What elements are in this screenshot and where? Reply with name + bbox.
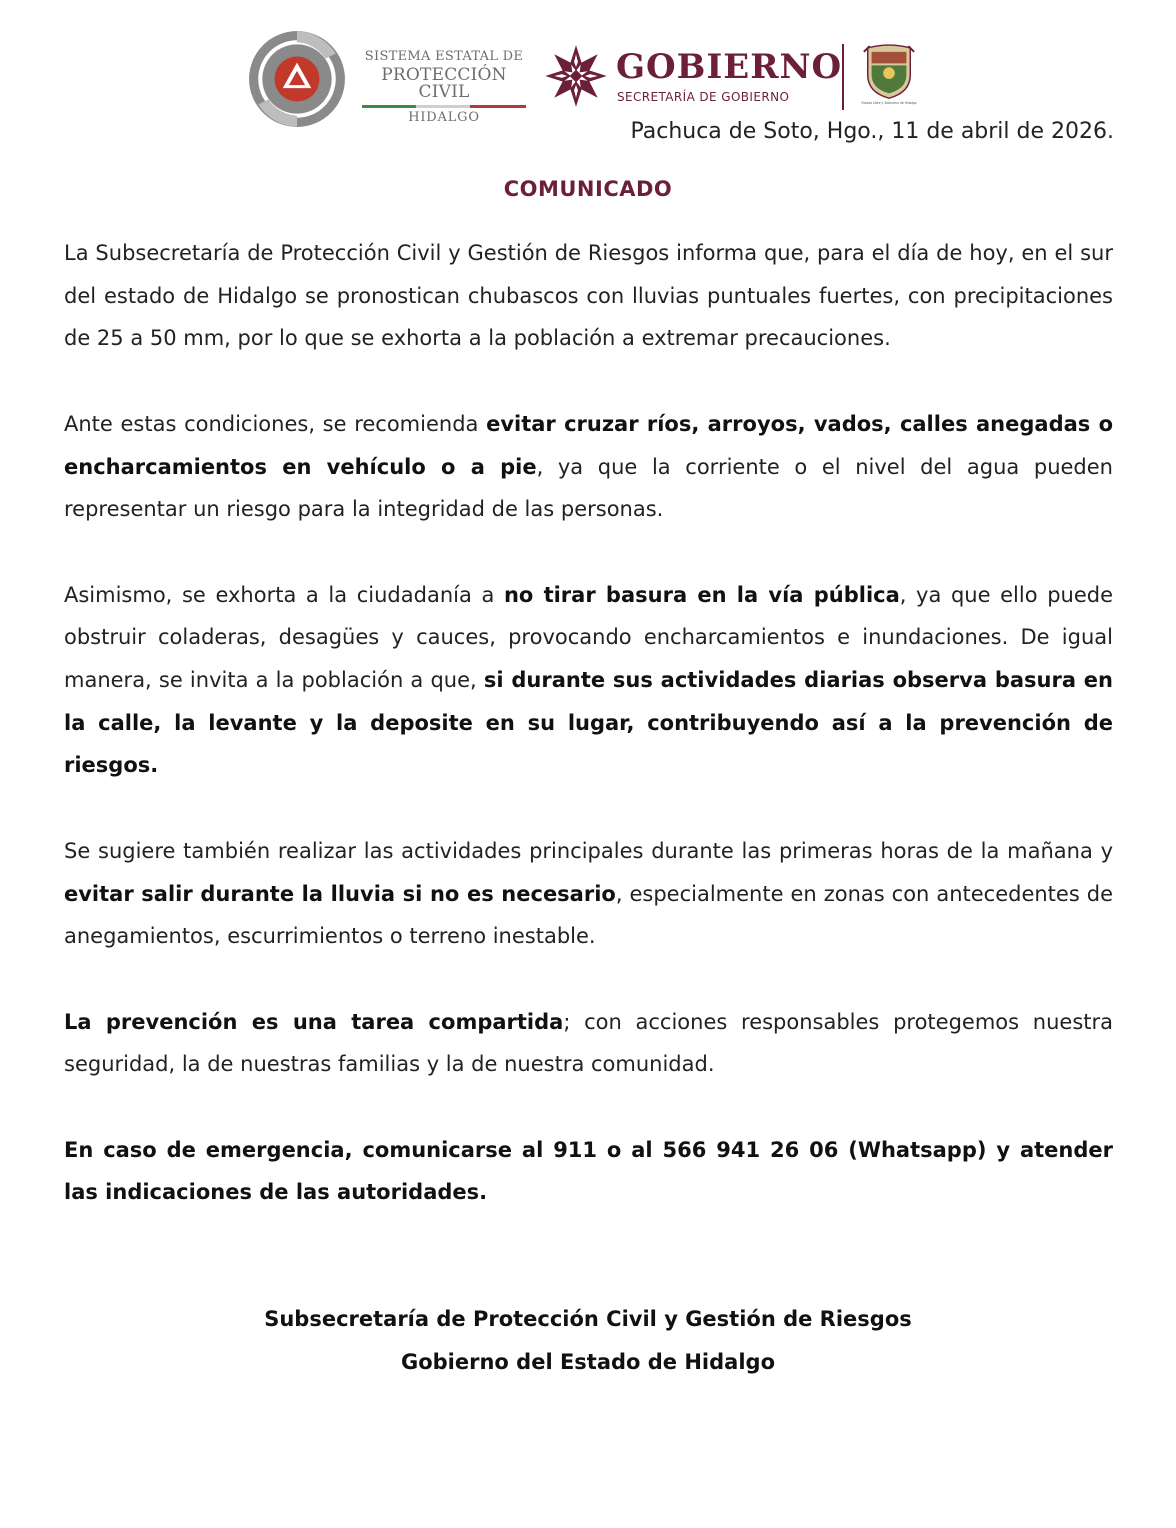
paragraph-activities (64, 830, 1113, 958)
bold-span: evitar salir durante la lluvia si no es necesario (64, 881, 616, 906)
paragraph-emergency (64, 1129, 1113, 1214)
text-span: , ya que la corriente o el nivel del agua pueden representar un riesgo para la integridad de las personas. (64, 454, 1113, 522)
pc-logo-stripes (362, 105, 526, 108)
paragraph-prevention (64, 1001, 1113, 1086)
text-span: ; con acciones responsables protegemos nuestra seguridad, la de nuestras familias y la de nuestra comunidad. (64, 1009, 1113, 1077)
signature-line1: Subsecretaría de Protección Civil y Gestión de Riesgos (264, 1307, 912, 1331)
proteccion-civil-emblem-icon (246, 28, 348, 130)
gobierno-title: GOBIERNO (616, 47, 843, 87)
document-body (64, 232, 1113, 1257)
bold-span: En caso de emergencia, comunicarse al 911 o al 566 941 26 06 (Whatsapp) y atender las indicaciones de las autoridades. (64, 1137, 1113, 1205)
pc-logo-line2: PROTECCIÓN CIVIL (381, 65, 507, 102)
text-span: , especialmente en zonas con antecedentes de anegamientos, escurrimientos o terreno inestable. (64, 881, 1113, 949)
page-title: COMUNICADO (503, 177, 673, 201)
document-date: Pachuca de Soto, Hgo., 11 de abril de 2026. (630, 119, 1114, 144)
signature-line2: Gobierno del Estado de Hidalgo (400, 1350, 775, 1374)
bold-span: si durante sus actividades diarias observa basura en la calle, la levante y la deposite en su lugar, contribuyendo así a la prevención de riesgos. (64, 668, 1113, 778)
bold-span: La prevención es una tarea compartida (64, 1009, 564, 1034)
text-span: Se sugiere también realizar las actividades principales durante las primeras horas de la mañana y (64, 838, 1113, 863)
text-span: Ante estas condiciones, se recomienda (64, 411, 487, 436)
gobierno-star-icon (544, 44, 608, 108)
paragraph-trash (64, 574, 1113, 788)
logo-divider (842, 44, 844, 110)
gobierno-subtitle: SECRETARÍA DE GOBIERNO (617, 90, 790, 104)
hidalgo-shield-icon (860, 42, 918, 110)
letterhead (0, 0, 1176, 125)
pc-logo-line1: SISTEMA ESTATAL DE (364, 49, 524, 64)
paragraph-forecast: La Subsecretaría de Protección Civil y Gestión de Riesgos informa que, para el día de hoy, en el sur del estado de Hidalgo se pronostican chubascos con lluvias puntuales fuertes, con precipitaciones de 25 a 50 mm, por lo que se exhorta a la población a extremar precauciones. (64, 241, 1113, 351)
bold-span: no tirar basura en la vía pública (503, 582, 900, 607)
paragraph-rivers (64, 403, 1113, 531)
bold-span: evitar cruzar ríos, arroyos, vados, calles anegadas o encharcamientos en vehículo o a pie (64, 411, 1113, 479)
pc-logo-line3: HIDALGO (408, 110, 480, 125)
signature-block (0, 1298, 1176, 1384)
shield-caption: Estado Libre y Soberano de Hidalgo (861, 101, 917, 106)
text-span: , ya que ello puede obstruir coladeras, desagües y cauces, provocando encharcamientos e inundaciones. De igual manera, se invita a la población a que, (64, 582, 1113, 692)
proteccion-civil-logo-text (356, 50, 532, 124)
text-span: Asimismo, se exhorta a la ciudadanía a (64, 582, 504, 607)
